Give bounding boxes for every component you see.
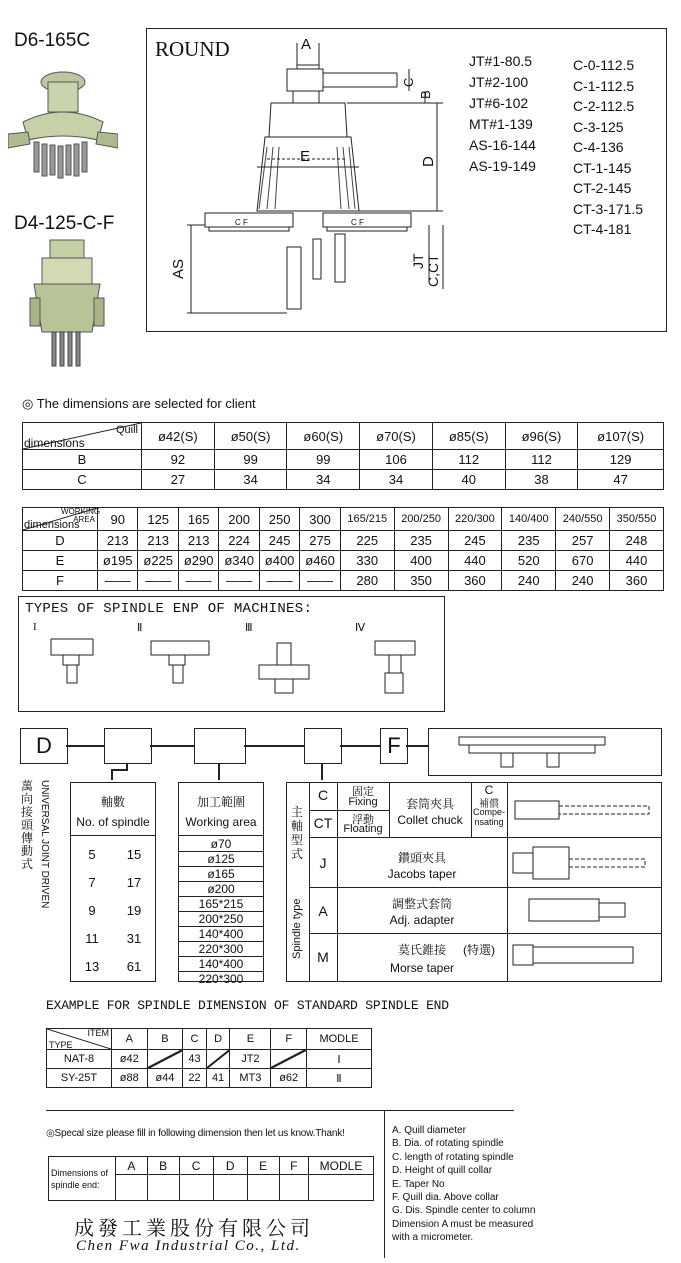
spindle-en: No. of spindle xyxy=(76,815,150,829)
example-title: EXAMPLE FOR SPINDLE DIMENSION OF STANDARD SPINDLE END xyxy=(46,998,449,1013)
special-header: E xyxy=(247,1157,279,1175)
example-header: MODLE xyxy=(307,1029,372,1050)
cell: ø400 xyxy=(259,551,299,571)
area-item: ø200 xyxy=(179,882,263,897)
table2-header: 300 xyxy=(300,508,340,531)
dim-cf1: C F xyxy=(235,218,248,227)
dim-b: B xyxy=(418,90,433,99)
area-item: 165*215 xyxy=(179,897,263,912)
table-row xyxy=(23,470,664,490)
example-table xyxy=(46,1028,372,1088)
type-numeral-4: Ⅳ xyxy=(355,622,366,634)
working-area-table xyxy=(22,507,664,591)
type-code-a: A xyxy=(318,903,328,919)
cell: 360 xyxy=(448,571,502,591)
table2-header: 250 xyxy=(259,508,299,531)
area-en: Working area xyxy=(185,815,257,829)
table-row xyxy=(23,571,664,591)
example-header: A xyxy=(112,1029,148,1050)
cell: ø42 xyxy=(112,1050,148,1069)
type-code-j: J xyxy=(319,855,327,871)
jt-item: AS-19-149 xyxy=(469,158,536,174)
types-drawings xyxy=(19,597,444,711)
example-corner-bottom: TYPE xyxy=(49,1040,73,1050)
type-numeral-1: I xyxy=(33,621,37,633)
row-label: F xyxy=(23,571,98,591)
table2-header: 200 xyxy=(219,508,259,531)
row-label: B xyxy=(23,450,142,470)
area-item: 200*250 xyxy=(179,912,263,927)
table2-header: 140/400 xyxy=(502,508,556,531)
code-box-type xyxy=(304,728,342,764)
cell: 245 xyxy=(448,531,502,551)
special-header: MODLE xyxy=(309,1157,374,1175)
cell: —— xyxy=(219,571,259,591)
row-label: C xyxy=(23,470,142,490)
cell: 34 xyxy=(287,470,360,490)
special-header: F xyxy=(279,1157,308,1175)
table2-header: 125 xyxy=(138,508,178,531)
round-drawing-panel xyxy=(146,28,667,332)
legend xyxy=(392,1124,535,1245)
dimensions-note: ◎ The dimensions are selected for client xyxy=(22,396,256,411)
spindle-type-panel xyxy=(286,782,662,982)
code-dash xyxy=(244,745,304,747)
cell-empty xyxy=(147,1050,183,1069)
cell: 360 xyxy=(610,571,664,591)
floating-cn: 浮動 xyxy=(352,814,374,826)
jt-item: AS-16-144 xyxy=(469,137,536,153)
cell: ø195 xyxy=(98,551,138,571)
adj-en: Adj. adapter xyxy=(389,913,455,927)
area-item: 140*400 xyxy=(179,927,263,942)
table2-header: 240/550 xyxy=(556,508,610,531)
example-corner-top: ITEM xyxy=(87,1028,109,1038)
special-note: ◎Specal size please fill in following dimension then let us know.Thank! xyxy=(46,1128,345,1139)
cell: ø62 xyxy=(271,1069,307,1088)
cell: 240 xyxy=(502,571,556,591)
cell: —— xyxy=(300,571,340,591)
cell: 350 xyxy=(394,571,448,591)
area-item: ø125 xyxy=(179,852,263,867)
row-label: E xyxy=(23,551,98,571)
cell: 34 xyxy=(214,470,287,490)
jt-item: MT#1-139 xyxy=(469,116,533,132)
floating-spindle-image xyxy=(429,729,661,775)
c-item: CT-2-145 xyxy=(573,180,632,196)
fixing-cn: 固定 xyxy=(352,786,374,798)
machine-image-1 xyxy=(8,62,118,182)
machine-image-2 xyxy=(22,238,112,370)
code-box-area xyxy=(194,728,246,764)
dim-a: A xyxy=(301,36,312,53)
spindle-min: 5 xyxy=(88,847,96,862)
spindle-max: 31 xyxy=(126,931,142,946)
cell: 129 xyxy=(578,450,664,470)
model-label-1: D6-165C xyxy=(14,30,91,51)
spindle-type-cn: 主軸型式 xyxy=(290,805,303,861)
cell: 34 xyxy=(360,470,433,490)
area-item: 220*300 xyxy=(198,972,244,986)
cell-empty xyxy=(271,1050,307,1069)
model-label-2: D4-125-C-F xyxy=(14,213,115,234)
cell: 245 xyxy=(259,531,299,551)
code-box-spindle xyxy=(104,728,152,764)
cell: JT2 xyxy=(230,1050,271,1069)
cell: 275 xyxy=(300,531,340,551)
table2-header: 200/250 xyxy=(394,508,448,531)
cell: 400 xyxy=(394,551,448,571)
type-numeral-2: Ⅱ xyxy=(137,622,143,634)
cell: 92 xyxy=(142,450,215,470)
legend-item: G. Dis. Spindle center to column xyxy=(392,1205,536,1217)
cell: 27 xyxy=(142,470,215,490)
special-table xyxy=(48,1156,374,1201)
spindle-max: 15 xyxy=(126,847,142,862)
legend-item: with a micrometer. xyxy=(392,1232,474,1244)
code-dash xyxy=(66,745,104,747)
cell: 280 xyxy=(340,571,394,591)
cell: 440 xyxy=(610,551,664,571)
area-item: ø165 xyxy=(179,867,263,882)
legend-item: C. length of rotating spindle xyxy=(392,1151,514,1163)
cell: —— xyxy=(178,571,218,591)
jt-list xyxy=(469,51,536,177)
legend-item: Dimension A must be measured xyxy=(392,1218,534,1230)
c-item: C-1-112.5 xyxy=(573,77,635,94)
cell: ø460 xyxy=(300,551,340,571)
cell: 38 xyxy=(505,470,578,490)
c-item: C-0-112.5 xyxy=(573,57,635,73)
cell: 22 xyxy=(183,1069,207,1088)
table1-header: ø85(S) xyxy=(432,423,505,450)
universal-en: UNIVERSAL JOINT DRIVEN xyxy=(39,780,50,909)
table-row xyxy=(23,531,664,551)
row-label: D xyxy=(23,531,98,551)
morse-en: Morse taper xyxy=(389,961,455,975)
cell: 235 xyxy=(394,531,448,551)
code-dash xyxy=(406,745,428,747)
table2-header: 90 xyxy=(98,508,138,531)
example-header: D xyxy=(206,1029,230,1050)
code-box-d xyxy=(20,728,68,764)
area-item: 140*400 xyxy=(179,957,263,972)
comp-cn: 補償 xyxy=(479,799,499,810)
table-row xyxy=(23,551,664,571)
floating-en: Floating xyxy=(343,823,383,835)
special-input-a[interactable] xyxy=(116,1175,148,1201)
working-area-panel xyxy=(178,782,264,986)
spindle-max: 17 xyxy=(126,875,142,890)
table-row xyxy=(47,1050,372,1069)
type-code-m: M xyxy=(317,949,329,965)
cell: ø340 xyxy=(219,551,259,571)
special-input-f[interactable] xyxy=(279,1175,308,1201)
type-code-c: C xyxy=(317,787,329,803)
dim-jt: JT xyxy=(410,253,426,269)
code-dash xyxy=(150,745,194,747)
code-box-f xyxy=(380,728,408,764)
types-panel xyxy=(18,596,445,712)
cell: 670 xyxy=(556,551,610,571)
special-header: C xyxy=(179,1157,213,1175)
table2-header: 220/300 xyxy=(448,508,502,531)
legend-item: E. Taper No xyxy=(392,1178,445,1190)
types-title: TYPES OF SPINDLE ENP OF MACHINES: xyxy=(25,601,313,617)
jt-item: JT#2-100 xyxy=(469,74,529,90)
example-header: B xyxy=(147,1029,183,1050)
special-input-modle[interactable] xyxy=(309,1175,374,1201)
special-input-b[interactable] xyxy=(147,1175,179,1201)
cell: 240 xyxy=(556,571,610,591)
cell: 112 xyxy=(432,450,505,470)
spindle-cn: 軸數 xyxy=(100,795,125,809)
quill-table xyxy=(22,422,664,490)
special-header: A xyxy=(116,1157,148,1175)
spindle-row xyxy=(71,841,155,981)
spindle-type-en: Spindle type xyxy=(291,898,303,959)
row-label: NAT-8 xyxy=(47,1050,112,1069)
jt-item: JT#6-102 xyxy=(469,95,529,111)
table-row xyxy=(47,1069,372,1088)
code-dash xyxy=(340,745,380,747)
table1-header: ø42(S) xyxy=(142,423,215,450)
morse-cn: 莫氏錐接 xyxy=(397,943,446,957)
spindle-max: 19 xyxy=(126,903,142,918)
area-cn: 加工範圍 xyxy=(196,795,245,809)
dim-as: AS xyxy=(170,258,187,279)
cell: 257 xyxy=(556,531,610,551)
special-row-label: Dimensions of spindle end: xyxy=(49,1157,116,1201)
cell: Ⅱ xyxy=(307,1069,372,1088)
cell: 235 xyxy=(502,531,556,551)
cell: 330 xyxy=(340,551,394,571)
cell: 213 xyxy=(98,531,138,551)
example-header: F xyxy=(271,1029,307,1050)
cell: 43 xyxy=(183,1050,207,1069)
dim-e: E xyxy=(300,148,311,165)
cell: —— xyxy=(259,571,299,591)
table2-corner-top: WORKING AREA xyxy=(61,507,101,524)
type-code-ct: CT xyxy=(313,815,333,831)
spindle-type-images xyxy=(509,789,659,979)
c-item: CT-1-145 xyxy=(573,159,632,176)
table1-corner xyxy=(23,423,142,450)
cell: 47 xyxy=(578,470,664,490)
cell: 213 xyxy=(178,531,218,551)
area-item: 220*300 xyxy=(179,942,263,957)
code-f: F xyxy=(387,733,401,758)
round-title: ROUND xyxy=(155,37,230,61)
cell: 99 xyxy=(214,450,287,470)
table1-header: ø107(S) xyxy=(578,423,664,450)
example-header: E xyxy=(230,1029,271,1050)
company-name-en: Chen Fwa Industrial Co., Ltd. xyxy=(76,1238,301,1254)
table1-header: ø96(S) xyxy=(505,423,578,450)
company-name-cn: 成發工業股份有限公司 xyxy=(74,1218,314,1240)
table2-header: 165/215 xyxy=(340,508,394,531)
morse-note: (特選) xyxy=(463,943,495,957)
special-input-e[interactable] xyxy=(247,1175,279,1201)
c-item: C-2-112.5 xyxy=(573,98,635,114)
spindle-min: 7 xyxy=(88,875,96,890)
universal-cn: 萬向接頭傳動式 xyxy=(20,779,33,871)
c-item: C-3-125 xyxy=(573,118,624,135)
cell: ø44 xyxy=(147,1069,183,1088)
type-numeral-3: Ⅲ xyxy=(245,622,253,634)
table2-header: 165 xyxy=(178,508,218,531)
cell: 40 xyxy=(432,470,505,490)
cell: 112 xyxy=(505,450,578,470)
special-input-c[interactable] xyxy=(179,1175,213,1201)
spindle-min: 11 xyxy=(85,931,99,946)
cell: 106 xyxy=(360,450,433,470)
c-list xyxy=(573,55,643,240)
legend-item: B. Dia. of rotating spindle xyxy=(392,1138,504,1150)
special-header: D xyxy=(213,1157,247,1175)
example-corner xyxy=(47,1029,112,1050)
dim-cct: C,CT xyxy=(425,254,441,287)
collet-en: Collet chuck xyxy=(397,813,463,827)
fixing-en: Fixing xyxy=(348,796,378,808)
float-drawing-box xyxy=(428,728,662,776)
cell: 41 xyxy=(206,1069,230,1088)
universal-joint-label xyxy=(20,780,52,930)
cell: 440 xyxy=(448,551,502,571)
dim-cf2: C F xyxy=(351,218,364,227)
table1-header: ø50(S) xyxy=(214,423,287,450)
row-label: SY-25T xyxy=(47,1069,112,1088)
comp-code: C xyxy=(484,783,494,797)
legend-item: D. Height of quill collar xyxy=(392,1165,493,1177)
c-item: CT-3-171.5 xyxy=(573,200,644,217)
cell: 224 xyxy=(219,531,259,551)
special-header: B xyxy=(147,1157,179,1175)
area-item: ø70 xyxy=(179,837,263,852)
cell: —— xyxy=(138,571,178,591)
jt-item: JT#1-80.5 xyxy=(469,53,533,69)
cell: ø290 xyxy=(178,551,218,571)
legend-item: A. Quill diameter xyxy=(392,1125,466,1136)
spindle-min: 13 xyxy=(84,959,100,974)
example-header: C xyxy=(183,1029,207,1050)
cell: Ⅰ xyxy=(307,1050,372,1069)
cell: —— xyxy=(98,571,138,591)
spindle-min: 9 xyxy=(88,903,96,918)
round-spindle-drawing xyxy=(147,29,447,329)
cell: MT3 xyxy=(230,1069,271,1088)
comp-en: Compe-nsating xyxy=(472,807,505,827)
dim-c: C xyxy=(401,77,416,87)
table2-corner xyxy=(23,507,101,531)
special-input-d[interactable] xyxy=(213,1175,247,1201)
c-item: C-4-136 xyxy=(573,139,624,155)
jacobs-cn: 鑽頭夾具 xyxy=(397,851,446,865)
c-item: CT-4-181 xyxy=(573,221,632,237)
table1-header: ø70(S) xyxy=(360,423,433,450)
adj-cn: 調整式套筒 xyxy=(391,897,452,911)
legend-item: F. Quill dia. Above collar xyxy=(392,1192,499,1204)
table2-corner-bottom: dimensions xyxy=(24,519,80,531)
cell: 213 xyxy=(138,531,178,551)
table-row xyxy=(23,450,664,470)
spindle-count-panel xyxy=(70,782,156,982)
cell: 248 xyxy=(610,531,664,551)
spindle-max: 61 xyxy=(126,959,142,974)
collet-cn: 套筒夾具 xyxy=(405,797,454,811)
divider-vertical xyxy=(384,1110,385,1258)
dim-d: D xyxy=(420,156,437,167)
jacobs-en: Jacobs taper xyxy=(387,867,457,881)
table2-header: 350/550 xyxy=(610,508,664,531)
cell: 225 xyxy=(340,531,394,551)
cell: ø88 xyxy=(112,1069,148,1088)
table1-corner-bottom: dimensions xyxy=(24,436,85,450)
table1-header: ø60(S) xyxy=(287,423,360,450)
cell-empty xyxy=(206,1050,230,1069)
table1-corner-top: Quill xyxy=(115,424,138,436)
code-d: D xyxy=(36,733,52,758)
cell: 520 xyxy=(502,551,556,571)
cell: 99 xyxy=(287,450,360,470)
divider-top xyxy=(46,1110,514,1111)
cell: ø225 xyxy=(138,551,178,571)
